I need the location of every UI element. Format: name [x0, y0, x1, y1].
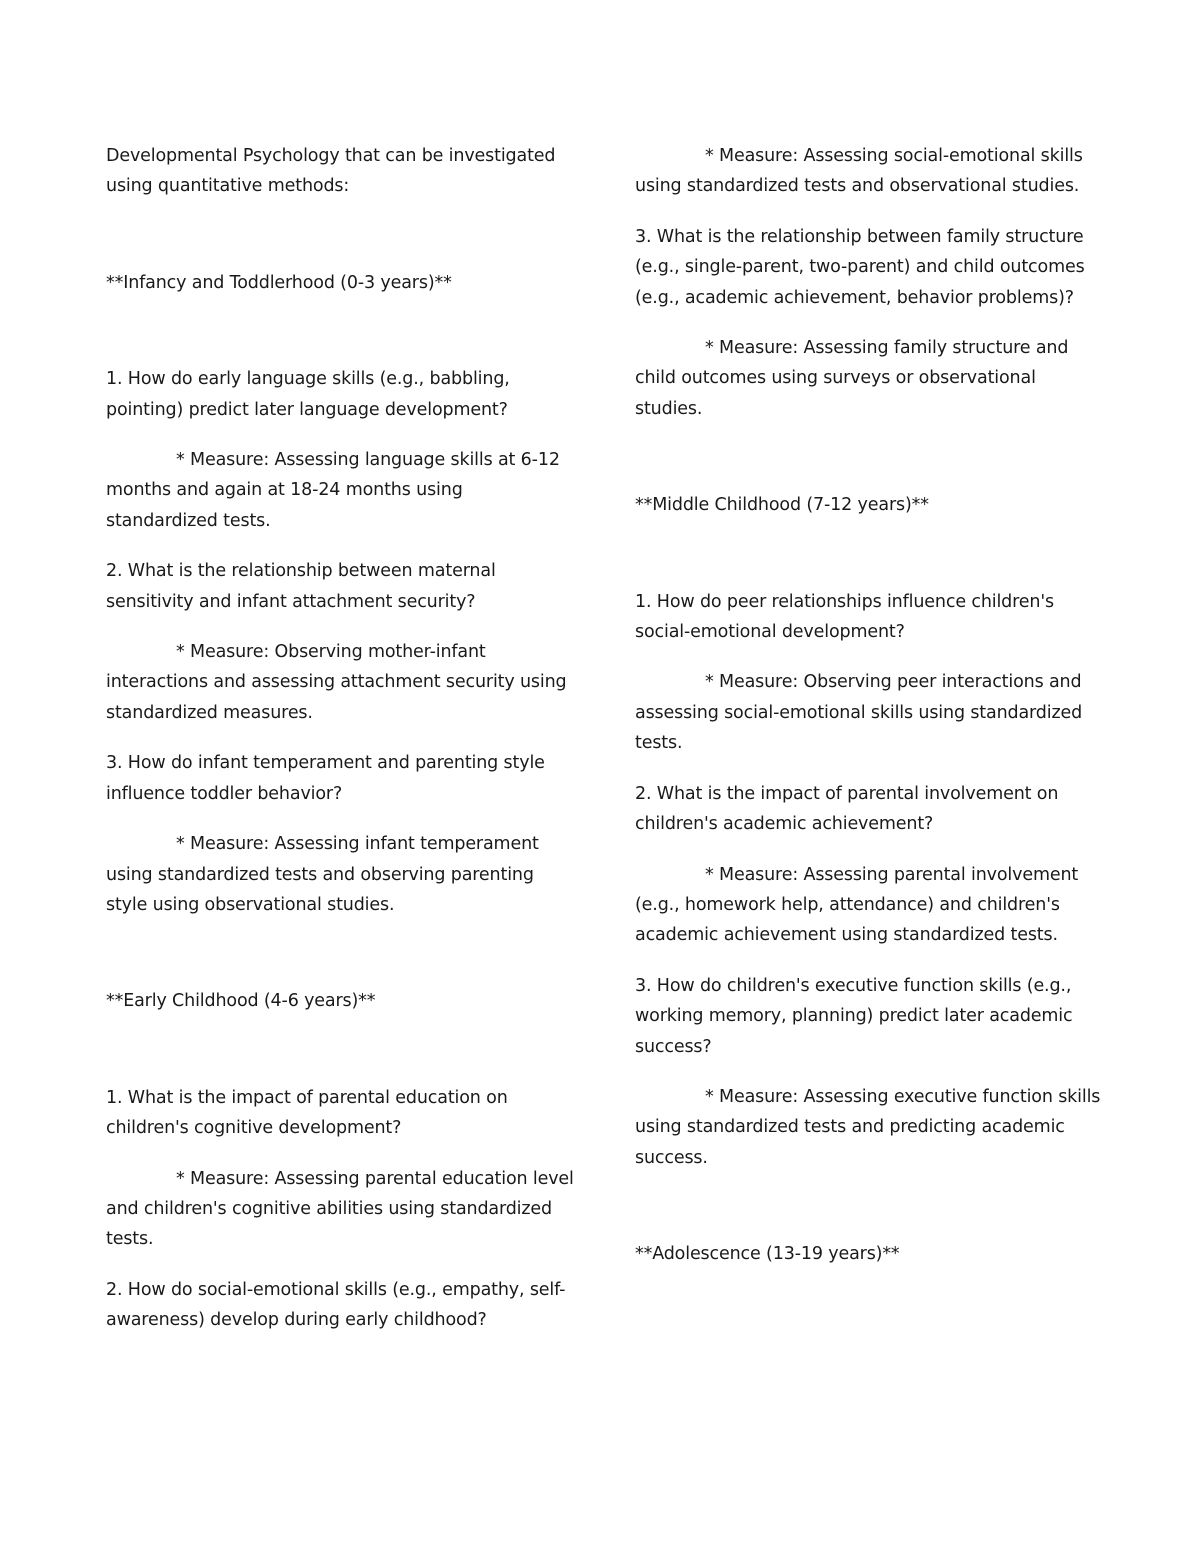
question-early-3: 3. What is the relationship between family structure (e.g., single-parent, two-parent) and child outcomes (e.g., academic achievement, behavior problems)?: [635, 226, 1085, 308]
measure-early-2: * Measure: Assessing social-emotional skills using standardized tests and observational studies.: [635, 146, 1083, 197]
question-early-2: 2. How do social-emotional skills (e.g., empathy, self-awareness) develop during early childhood?: [106, 1279, 566, 1331]
measure-early-3: * Measure: Assessing family structure and child outcomes using surveys or observational studies.: [635, 338, 1069, 419]
measure-early-1: * Measure: Assessing parental education level and children's cognitive abilities using standardized tests.: [106, 1168, 574, 1250]
question-infancy-2: 2. What is the relationship between maternal sensitivity and infant attachment security?: [106, 561, 496, 612]
intro-paragraph: Developmental Psychology that can be investigated using quantitative methods:: [106, 146, 556, 197]
measure-middle-2: * Measure: Assessing parental involvement (e.g., homework help, attendance) and children's academic achievement using standardized tests.: [635, 864, 1079, 946]
measure-infancy-3: * Measure: Assessing infant temperament using standardized tests and observing parenting style using observational studies.: [106, 834, 539, 915]
question-infancy-1: 1. How do early language skills (e.g., babbling, pointing) predict later language development?: [106, 369, 510, 420]
section-heading-infancy: **Infancy and Toddlerhood (0-3 years)**: [106, 272, 452, 293]
section-heading-middle-childhood: **Middle Childhood (7-12 years)**: [635, 495, 929, 516]
measure-middle-3: * Measure: Assessing executive function skills using standardized tests and predicting academic success.: [635, 1086, 1101, 1168]
section-heading-early-childhood: **Early Childhood (4-6 years)**: [106, 991, 376, 1012]
question-infancy-3: 3. How do infant temperament and parenting style influence toddler behavior?: [106, 753, 545, 804]
question-middle-3: 3. How do children's executive function skills (e.g., working memory, planning) predict later academic success?: [635, 975, 1073, 1057]
right-column: [635, 141, 1105, 1270]
measure-infancy-2: * Measure: Observing mother-infant interactions and assessing attachment security using standardized measures.: [106, 642, 567, 723]
question-middle-1: 1. How do peer relationships influence children's social-emotional development?: [635, 591, 1054, 643]
left-column: [106, 141, 576, 1336]
question-middle-2: 2. What is the impact of parental involvement on children's academic achievement?: [635, 783, 1059, 835]
question-early-1: 1. What is the impact of parental education on children's cognitive development?: [106, 1087, 508, 1139]
section-heading-adolescence: **Adolescence (13-19 years)**: [635, 1244, 900, 1265]
measure-middle-1: * Measure: Observing peer interactions and assessing social-emotional skills using standardized tests.: [635, 672, 1083, 754]
measure-infancy-1: * Measure: Assessing language skills at 6-12 months and again at 18-24 months using standardized tests.: [106, 450, 560, 531]
